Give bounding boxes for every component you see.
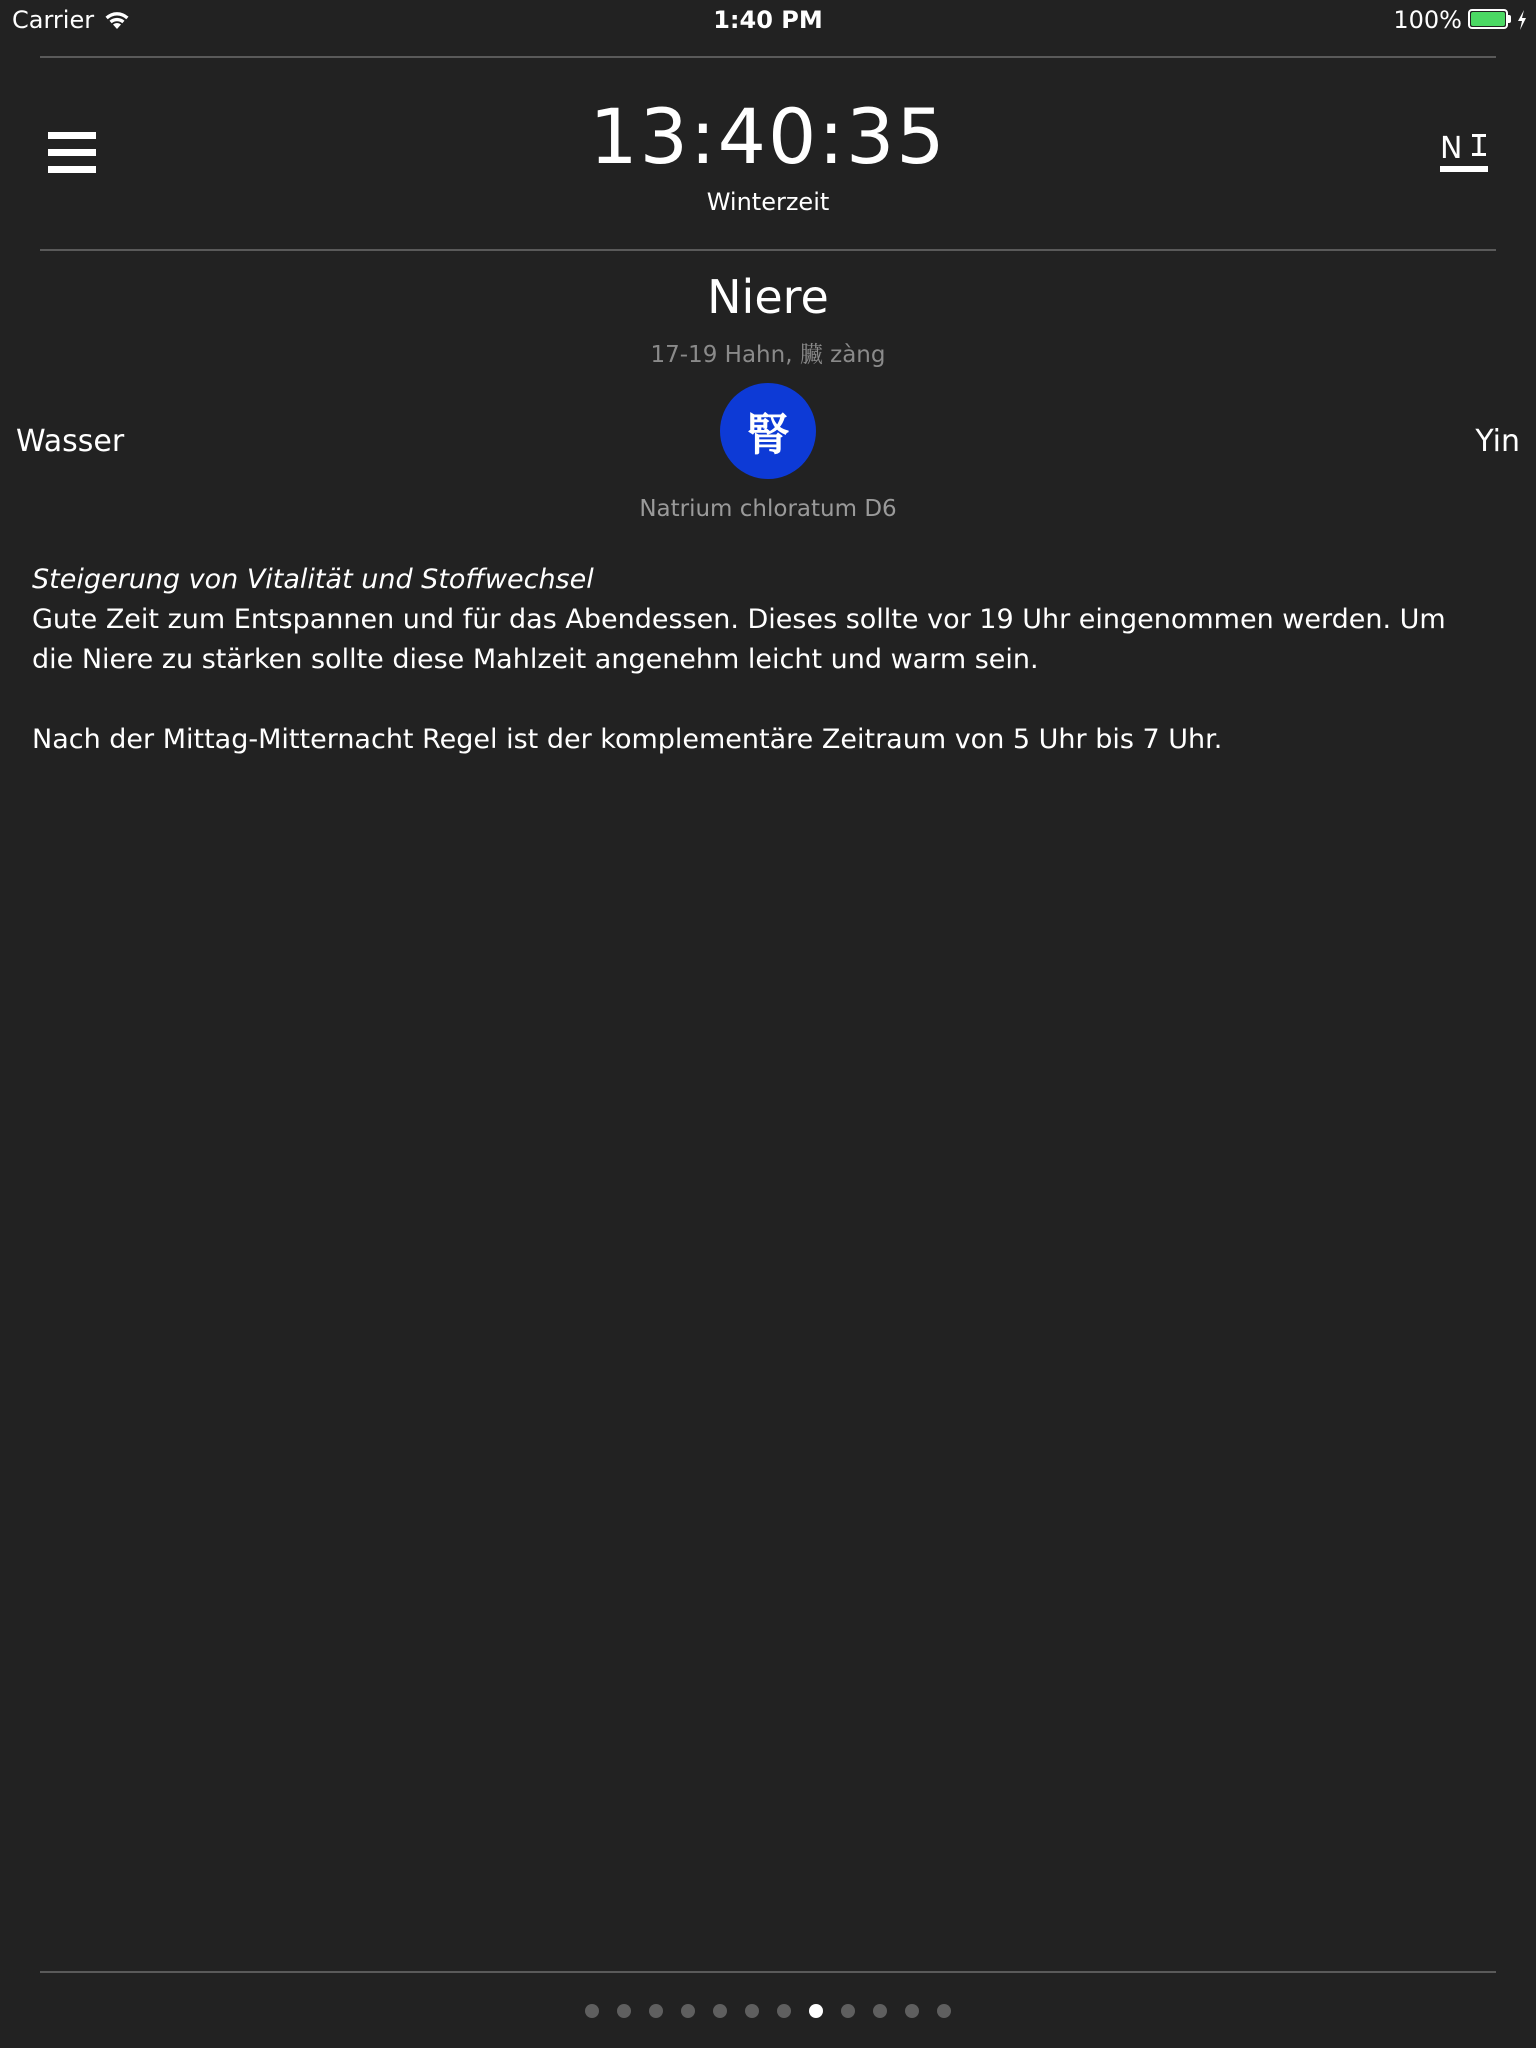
page-dot[interactable]: [585, 2004, 599, 2018]
header-bottom-divider: [40, 249, 1496, 251]
page-dot[interactable]: [841, 2004, 855, 2018]
season-label: Winterzeit: [706, 188, 830, 216]
page-dot[interactable]: [873, 2004, 887, 2018]
page-dot[interactable]: [777, 2004, 791, 2018]
page-dot[interactable]: [713, 2004, 727, 2018]
description: [32, 560, 1492, 760]
ni-logo-icon[interactable]: [1440, 130, 1488, 174]
element-label: Wasser: [16, 424, 125, 459]
status-time: 1:40 PM: [713, 6, 823, 34]
polarity-label: Yin: [1475, 424, 1520, 459]
page-dot[interactable]: [905, 2004, 919, 2018]
status-bar: [0, 0, 1536, 40]
clock-display: 13:40:35: [589, 92, 947, 181]
organ-subtitle: 17-19 Hahn, 臟 zàng: [650, 342, 886, 368]
charging-bolt-icon: [1516, 9, 1528, 31]
footer-divider: [40, 1971, 1496, 1973]
organ-character-badge: 腎: [720, 383, 816, 479]
description-lead: Steigerung von Vitalität und Stoffwechsel: [32, 564, 594, 595]
page-dot[interactable]: [617, 2004, 631, 2018]
page-indicator[interactable]: [0, 2004, 1536, 2018]
battery-percent: 100%: [1393, 6, 1462, 34]
remedy-label: Natrium chloratum D6: [639, 496, 897, 522]
page-dot[interactable]: [681, 2004, 695, 2018]
svg-text:N: N: [1440, 131, 1463, 166]
organ-title: Niere: [707, 270, 829, 324]
page-dot[interactable]: [937, 2004, 951, 2018]
battery-status: [1393, 6, 1528, 34]
battery-fill: [1471, 12, 1505, 26]
page-dot[interactable]: [745, 2004, 759, 2018]
header-top-divider: [40, 56, 1496, 58]
page-dot-active[interactable]: [809, 2004, 823, 2018]
carrier-label: Carrier: [12, 6, 95, 34]
description-paragraph: Nach der Mittag-Mitternacht Regel ist der komplementäre Zeitraum von 5 Uhr bis 7 Uhr.: [32, 724, 1223, 755]
page-dot[interactable]: [649, 2004, 663, 2018]
battery-icon: [1468, 9, 1512, 31]
description-paragraph: Gute Zeit zum Entspannen und für das Abendessen. Dieses sollte vor 19 Uhr eingenommen werden. Um die Niere zu stärken sollte diese Mahlzeit angenehm leicht und warm sein.: [32, 604, 1446, 675]
